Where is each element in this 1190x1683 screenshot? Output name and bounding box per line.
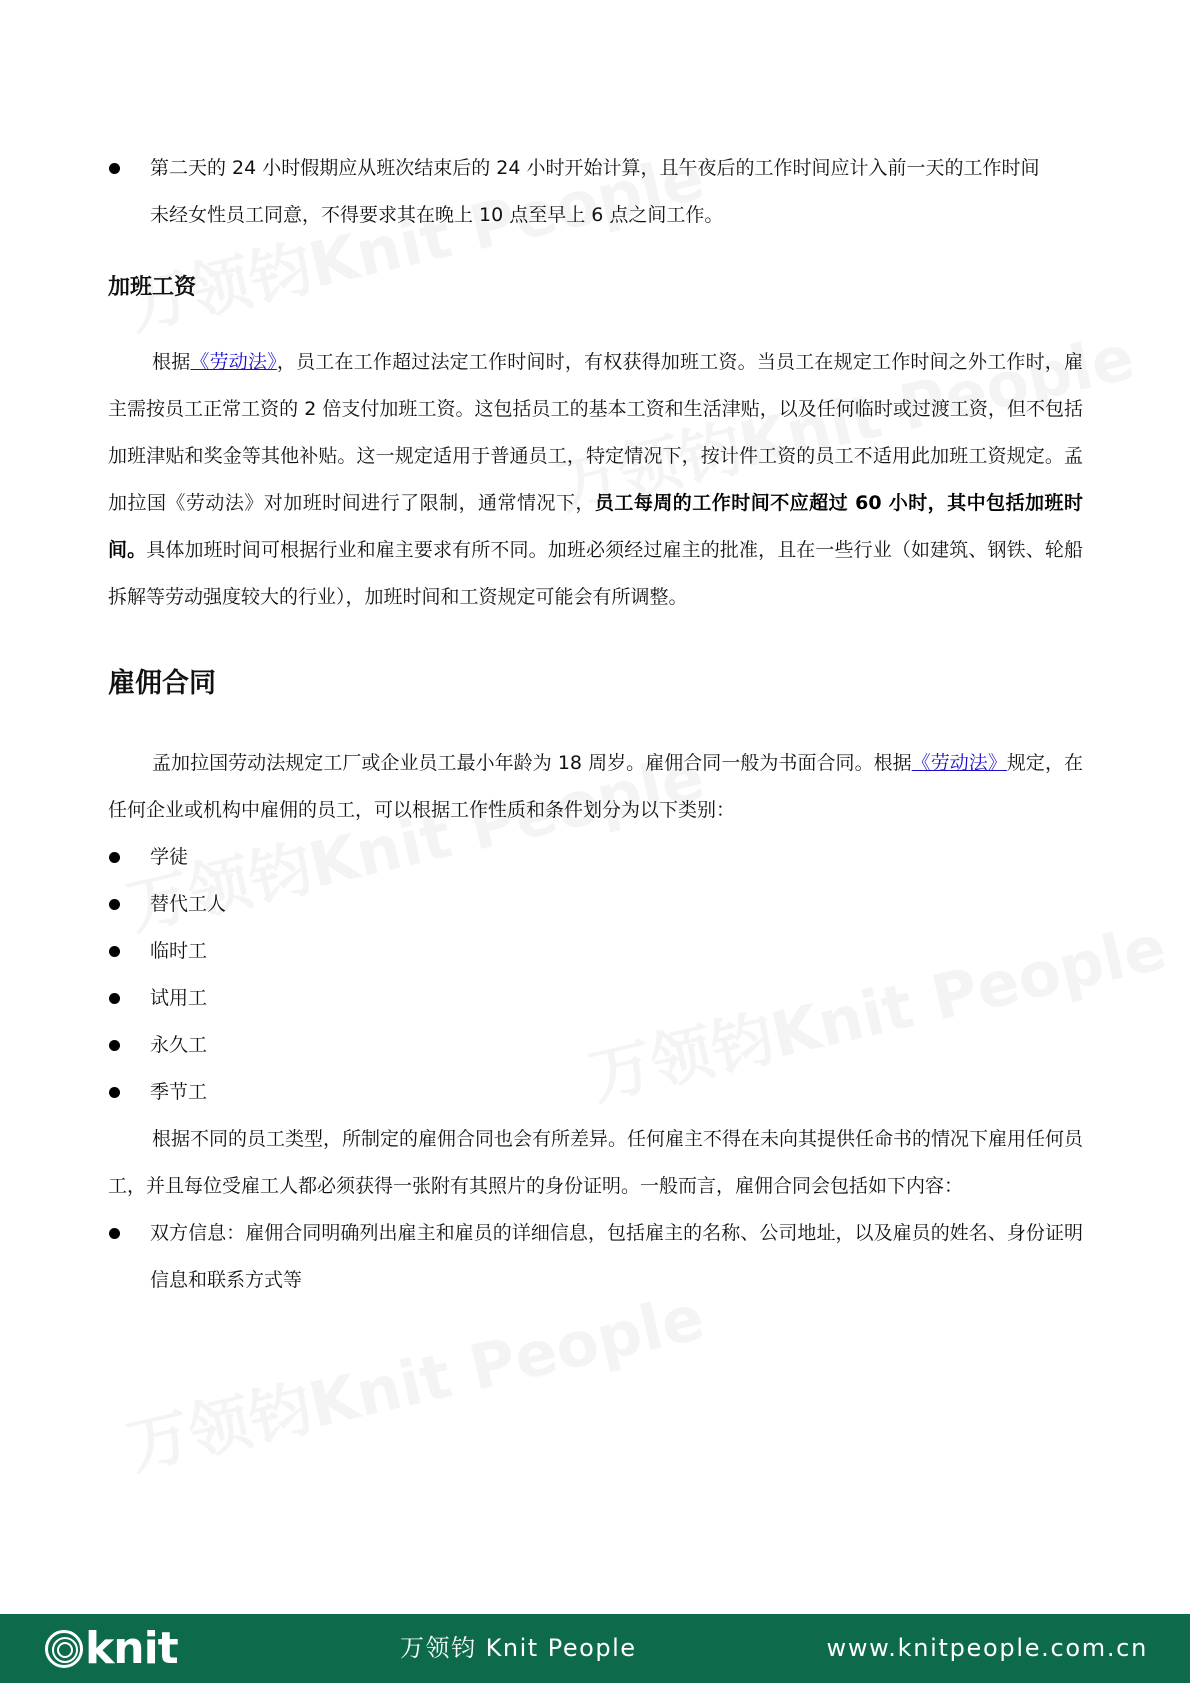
overtime-paragraph (108, 339, 1083, 621)
labor-law-link[interactable]: 《劳动法》 (911, 752, 1007, 774)
contract-intro-paragraph (108, 740, 1083, 834)
text-fragment: 孟加拉国劳动法规定工厂或企业员工最小年龄为 18 周岁。雇佣合同一般为书面合同。根据 (152, 752, 912, 774)
footer-website[interactable]: www.knitpeople.com.cn (826, 1634, 1148, 1662)
section-heading-overtime: 加班工资 (108, 275, 197, 300)
list-item: 季节工 (108, 1069, 1083, 1116)
list-item: 学徒 (108, 834, 1083, 881)
text-fragment: 规定，在任何企业或机构中雇佣的员工，可以根据工作性质和条件划分为以下类别： (108, 752, 1083, 821)
labor-law-link[interactable]: 《劳动法》 (190, 351, 277, 373)
list-item: 替代工人 (108, 881, 1083, 928)
document-body (108, 145, 1083, 1304)
section-heading-contract: 雇佣合同 (108, 668, 216, 699)
knit-logo (45, 1623, 178, 1674)
knit-logo-icon (45, 1630, 83, 1668)
text-fragment: 根据 (152, 351, 191, 373)
employee-category-list (108, 834, 1083, 1116)
footer-brand: 万领钧 Knit People (400, 1634, 637, 1662)
note-paragraph: 未经女性员工同意，不得要求其在晚上 10 点至早上 6 点之间工作。 (150, 204, 724, 226)
bullet-item: 双方信息：雇佣合同明确列出雇主和雇员的详细信息，包括雇主的名称、公司地址，以及雇员的姓名、身份证明信息和联系方式等 (108, 1210, 1083, 1304)
contract-types-paragraph: 根据不同的员工类型，所制定的雇佣合同也会有所差异。任何雇主不得在未向其提供任命书的情况下雇用任何员工，并且每位受雇工人都必须获得一张附有其照片的身份证明。一般而言，雇佣合同会包括如下内容： (108, 1128, 1084, 1197)
bold-highlight: 员工每周的工作时间不应超过 60 小时，其中包括加班时间。 (108, 492, 1083, 561)
text-fragment: 具体加班时间可根据行业和雇主要求有所不同。加班必须经过雇主的批准，且在一些行业（如建筑、钢铁、轮船拆解等劳动强度较大的行业），加班时间和工资规定可能会有所调整。 (108, 539, 1083, 608)
list-item: 临时工 (108, 928, 1083, 975)
list-item: 永久工 (108, 1022, 1083, 1069)
bullet-item: 第二天的 24 小时假期应从班次结束后的 24 小时开始计算，且午夜后的工作时间应计入前一天的工作时间 (108, 145, 1083, 192)
footer-bar (0, 1614, 1190, 1683)
text-fragment: ，员工在工作超过法定工作时间时，有权获得加班工资。当员工在规定工作时间之外工作时，雇主需按员工正常工资的 2 倍支付加班工资。这包括员工的基本工资和生活津贴，以及任何临时或过渡工资，但不包括加班津贴和奖金等其他补贴。这一规定适用于普通员工，特定情况下，按计件工资的员工不适用此加班工资规定。孟加拉国《劳动法》对加班时间进行了限制，通常情况下， (108, 351, 1083, 514)
logo-text: knit (85, 1623, 178, 1674)
list-item: 试用工 (108, 975, 1083, 1022)
